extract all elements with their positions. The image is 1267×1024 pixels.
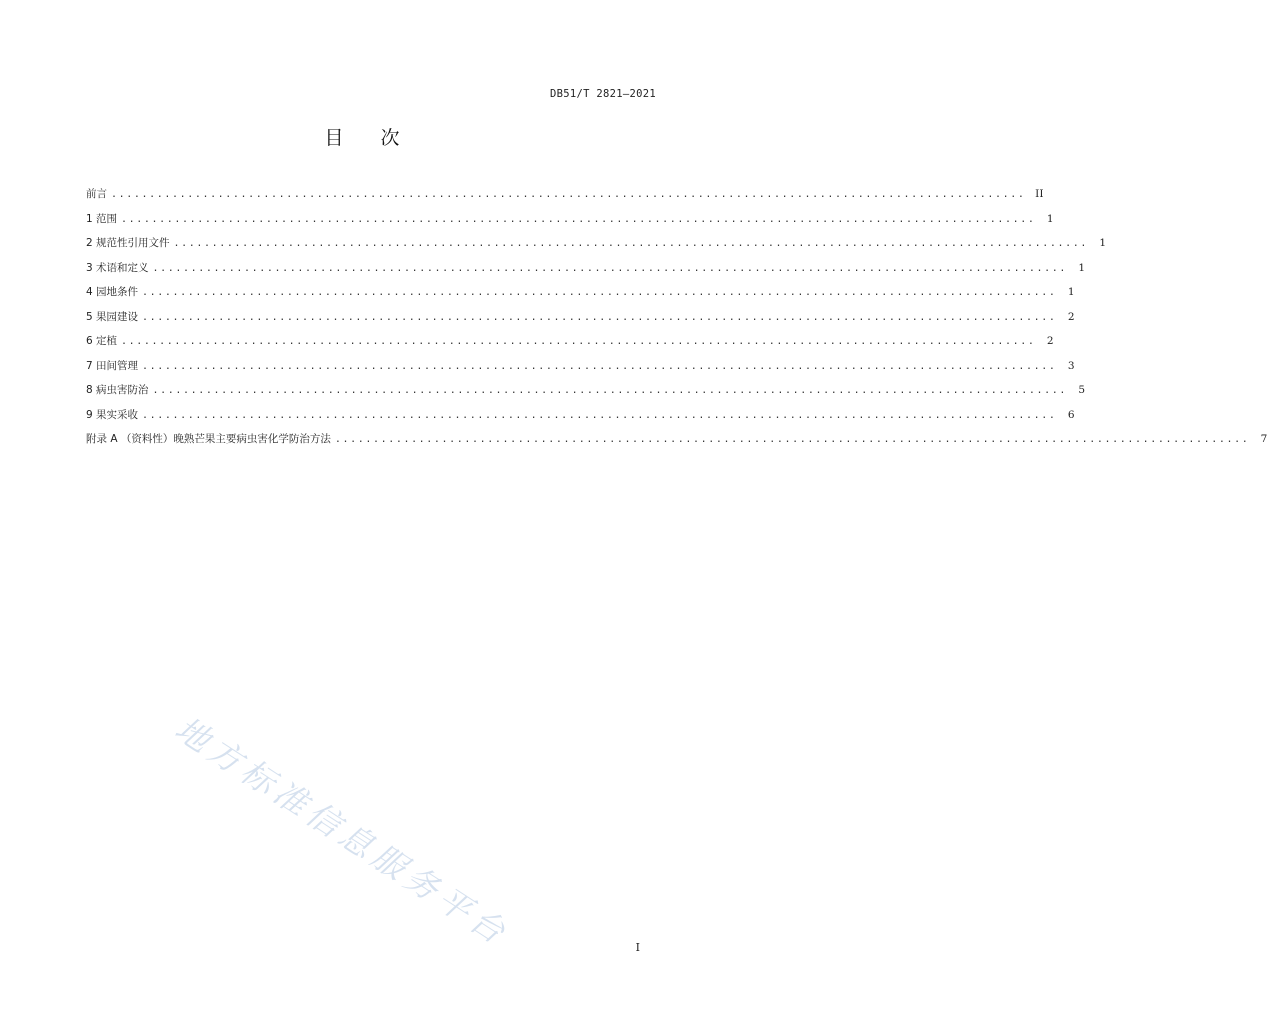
toc-entry-label: 2 规范性引用文件 (86, 237, 170, 249)
toc-entry-label: 5 果园建设 (86, 310, 139, 323)
toc-entry-terms-definitions[interactable] (86, 260, 1085, 285)
dot-leader: ........................................................................................................................ (152, 262, 1067, 274)
toc-entry-appendix-a[interactable] (86, 431, 1267, 456)
toc-entry-orchard-construction[interactable] (86, 309, 1075, 334)
toc-entry-normative-references[interactable] (86, 235, 1106, 260)
toc-entry-site-conditions[interactable] (86, 284, 1075, 309)
toc-entry-page: II (1035, 188, 1044, 200)
toc-entry-page: 1 (1046, 212, 1054, 225)
dot-leader: ........................................................................................................................ (121, 213, 1036, 225)
toc-entry-label: 8 病虫害防治 (86, 384, 149, 396)
toc-entry-page: 1 (1067, 286, 1075, 298)
dot-leader: ........................................................................................................................ (142, 409, 1057, 421)
page-number: I (635, 941, 640, 954)
dot-leader: ........................................................................................................................ (142, 311, 1057, 323)
dot-leader: ........................................................................................................................ (142, 287, 1057, 298)
toc-entry-label: 9 果实采收 (86, 408, 139, 421)
toc-entry-label: 1 范围 (86, 212, 118, 225)
dot-leader: ........................................................................................................................ (334, 434, 1250, 445)
dot-leader: ........................................................................................................................ (173, 238, 1088, 249)
toc-entry-page: 6 (1067, 408, 1075, 421)
toc-entry-pest-control[interactable] (86, 382, 1085, 407)
toc-entry-label: 附录 A （资料性）晚熟芒果主要病虫害化学防治方法 (86, 433, 331, 445)
table-of-contents (86, 186, 1267, 456)
watermark: 地方标准信息服务平台 (168, 708, 517, 954)
toc-entry-scope[interactable] (86, 211, 1054, 236)
toc-entry-label: 7 田间管理 (86, 359, 139, 372)
toc-entry-label: 3 术语和定义 (86, 261, 149, 274)
title-char-1: 目 (324, 127, 344, 149)
toc-entry-harvest[interactable] (86, 407, 1075, 432)
document-code: DB51/T 2821—2021 (550, 88, 656, 100)
toc-entry-page: 7 (1260, 433, 1267, 445)
toc-entry-label: 4 园地条件 (86, 286, 139, 298)
toc-entry-label: 前言 (86, 188, 107, 200)
toc-entry-page: 2 (1046, 335, 1054, 347)
toc-entry-page: 2 (1067, 310, 1075, 323)
title-char-2: 次 (380, 127, 400, 149)
toc-entry-page: 5 (1078, 384, 1085, 396)
toc-entry-page: 1 (1099, 237, 1106, 249)
toc-entry-field-management[interactable] (86, 358, 1075, 383)
page-title (0, 123, 724, 150)
dot-leader: ........................................................................................................................ (121, 336, 1036, 347)
dot-leader: ........................................................................................................................ (152, 385, 1067, 396)
toc-entry-label: 6 定植 (86, 335, 118, 347)
toc-entry-planting[interactable] (86, 333, 1054, 358)
toc-entry-page: 1 (1078, 261, 1085, 274)
dot-leader: ........................................................................................................................ (142, 360, 1057, 372)
toc-entry-page: 3 (1067, 359, 1075, 372)
dot-leader: ........................................................................................................................ (111, 189, 1026, 200)
toc-entry-foreword[interactable] (86, 186, 1044, 211)
